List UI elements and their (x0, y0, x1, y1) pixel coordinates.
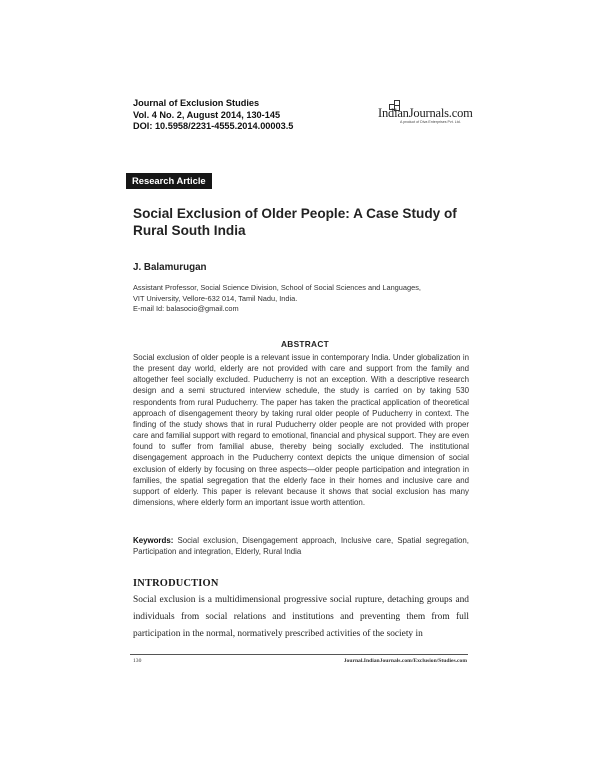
journal-name: Journal of Exclusion Studies (133, 98, 260, 108)
affiliation-line: Assistant Professor, Social Science Division, School of Social Sciences and Languages, (133, 283, 421, 292)
abstract-text: Social exclusion of older people is a relevant issue in contemporary India. Under globalization in the present day world, elderly are not provided with care and support from the family and altogether feel socially excluded. Puducherry is not an exception. With a descriptive research design and a semi structured interview schedule, the study is carried on by taking 530 respondents from rural Puducherry. The paper has taken the practical application of theoretical approach of disengagement theory by taking rural older people of Puducherry in context. The finding of the study shows that in rural Puducherry older people are not provided with proper care and familial support with regard to emotional, financial and physical support. They are even found to suffer from familial abuse, thereby being socially excluded. The institutional disengagement approach in the Puducherry context depicts the unique dimension of social exclusion of elderly by focusing on three aspects—older people participation and integration in families, the spatial segregation that the elderly face in their homes and inclusive care and support of elderly. This paper is relevant because it shows that social exclusion has many dimensions, where elderly form an important issue worth attention. (133, 353, 469, 508)
affiliation-line: VIT University, Vellore-632 014, Tamil Nadu, India. (133, 293, 298, 303)
logo-wordmark: IndianJournals.com (378, 106, 473, 120)
doi: DOI: 10.5958/2231-4555.2014.00003.5 (133, 121, 294, 131)
page-number: 130 (133, 658, 142, 664)
volume-issue: Vol. 4 No. 2, August 2014, 130-145 (133, 109, 281, 120)
keywords-label: Keywords: (133, 536, 174, 545)
article-type-badge: Research Article (126, 173, 212, 189)
footer-divider (130, 654, 468, 655)
article-title: Social Exclusion of Older People: A Case Study of Rural South India (133, 206, 457, 238)
journal-citation-block (133, 98, 293, 133)
logo-tagline: A product of Diva Enterprises Pvt. Ltd. (400, 120, 461, 124)
keywords-list: Social exclusion, Disengagement approach, Inclusive care, Spatial segregation, Participation and integration, Elderly, Rural India (133, 536, 469, 557)
introduction-heading: INTRODUCTION (133, 578, 219, 589)
introduction-text: Social exclusion is a multidimensional progressive social rupture, detaching groups and individuals from social relations and institutions and preventing them from full participation in the normal, normatively prescribed activities of the society in (133, 595, 469, 639)
author-affiliation (133, 283, 421, 315)
author-name: J. Balamurugan (133, 262, 207, 273)
footer-url: Journal.IndianJournals.com/Exclusion/Studies.com (343, 658, 467, 664)
publisher-logo (378, 100, 473, 126)
abstract-heading-text: ABSTRACT (280, 339, 330, 349)
abstract-heading (0, 339, 600, 349)
author-email: E-mail Id: balasocio@gmail.com (133, 304, 239, 313)
keywords (133, 535, 469, 557)
